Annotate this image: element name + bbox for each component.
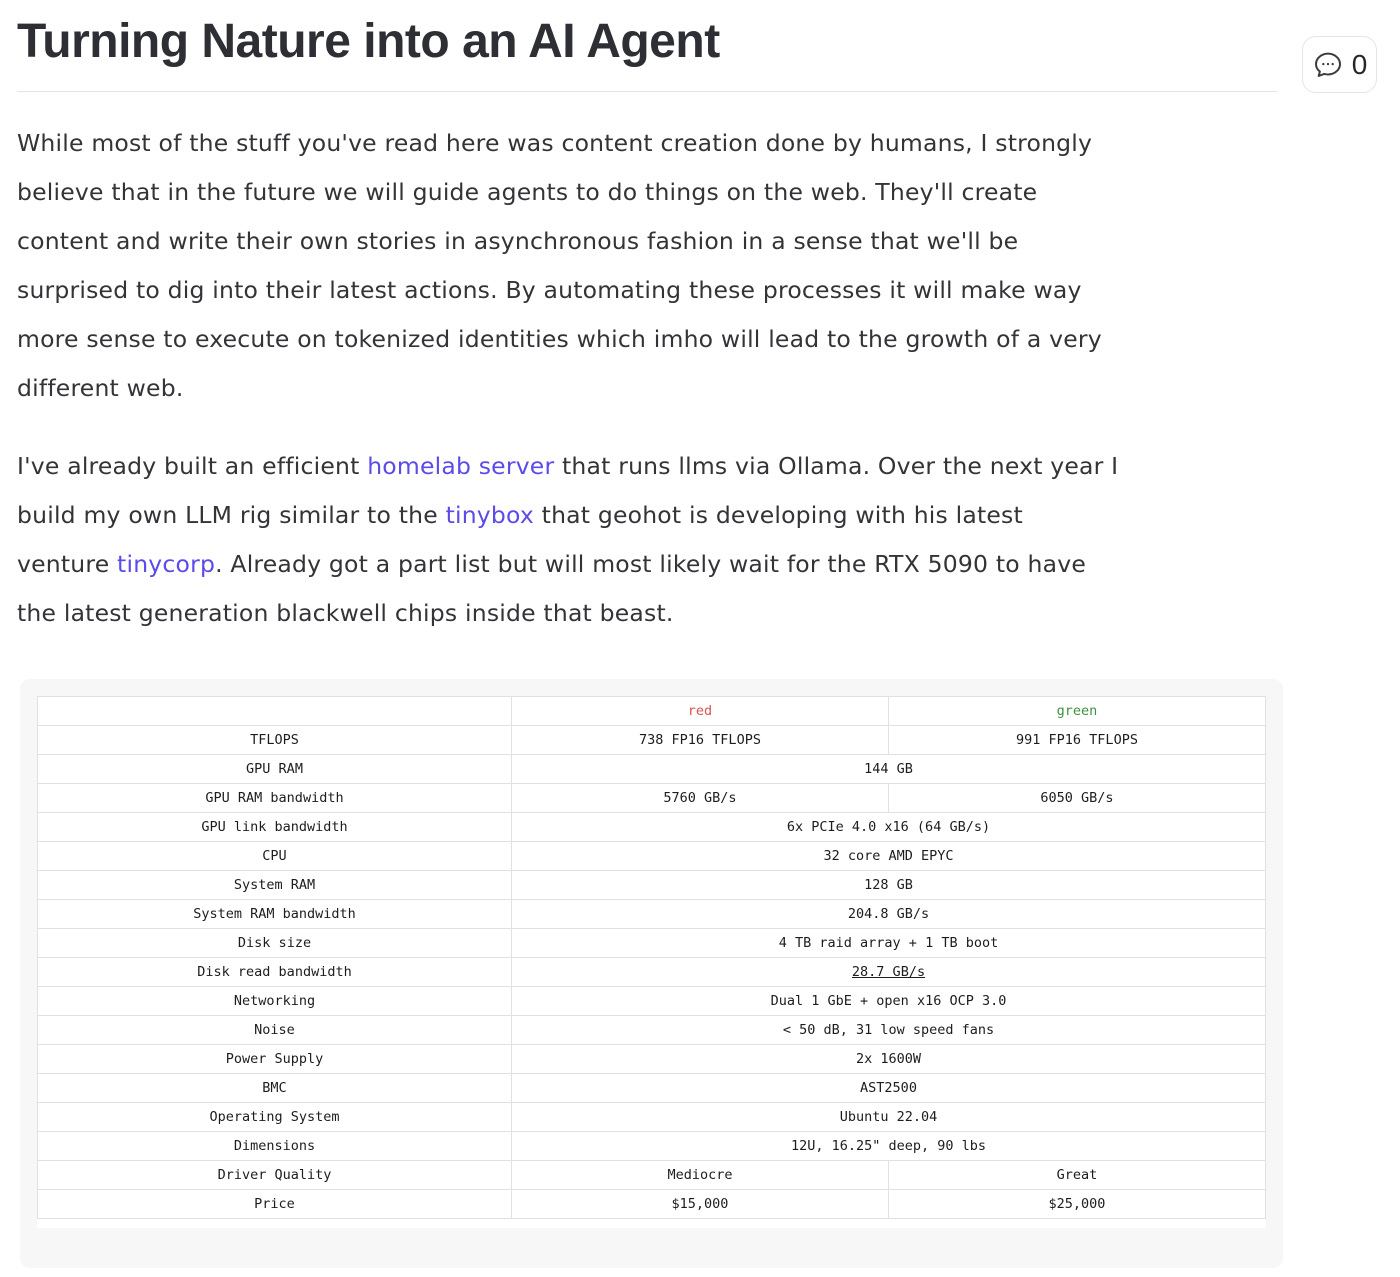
table-row (38, 726, 1266, 755)
paragraph-line (17, 491, 1400, 540)
paragraph-1 (17, 119, 1400, 413)
row-label: BMC (38, 1074, 512, 1103)
text-segment: that geohot is developing with his latest (534, 501, 1023, 529)
table-row (38, 871, 1266, 900)
row-label: Operating System (38, 1103, 512, 1132)
row-label: GPU RAM bandwidth (38, 784, 512, 813)
paragraph-line: believe that in the future we will guide agents to do things on the web. They'll create (17, 178, 1038, 206)
paragraph-line (17, 442, 1400, 491)
table-row (38, 958, 1266, 987)
column-header-green: green (888, 697, 1265, 726)
table-row (38, 987, 1266, 1016)
spec-cell-green: Great (888, 1161, 1265, 1190)
text-segment: I've already built an efficient (17, 452, 368, 480)
table-row (38, 1016, 1266, 1045)
spec-cell-red: Mediocre (512, 1161, 889, 1190)
spec-cell-green: 991 FP16 TFLOPS (888, 726, 1265, 755)
link-homelab-server[interactable]: homelab server (367, 452, 555, 480)
spec-cell: 144 GB (512, 755, 1266, 784)
spec-cell: 128 GB (512, 871, 1266, 900)
spec-cell: 6x PCIe 4.0 x16 (64 GB/s) (512, 813, 1266, 842)
spec-cell: Ubuntu 22.04 (512, 1103, 1266, 1132)
paragraph-line: different web. (17, 374, 184, 402)
table-row (38, 1103, 1266, 1132)
row-label: Networking (38, 987, 512, 1016)
table-row (38, 784, 1266, 813)
column-header-red: red (512, 697, 889, 726)
spec-cell-red: 738 FP16 TFLOPS (512, 726, 889, 755)
spec-cell: Dual 1 GbE + open x16 OCP 3.0 (512, 987, 1266, 1016)
spec-cell (512, 958, 1266, 987)
comment-count: 0 (1351, 48, 1368, 80)
table-header-row (38, 697, 1266, 726)
comments-button[interactable] (1302, 36, 1377, 93)
row-label: System RAM (38, 871, 512, 900)
spec-cell-red: $15,000 (512, 1190, 889, 1219)
table-row (38, 755, 1266, 784)
row-label: Driver Quality (38, 1161, 512, 1190)
comment-bubble-icon (1312, 49, 1344, 81)
table-row (38, 813, 1266, 842)
table-row (38, 1161, 1266, 1190)
spec-cell-green: $25,000 (888, 1190, 1265, 1219)
row-label: TFLOPS (38, 726, 512, 755)
spec-comparison-table (37, 696, 1266, 1219)
row-label: Dimensions (38, 1132, 512, 1161)
spec-header-empty (38, 697, 512, 726)
article-page (0, 6, 1400, 1268)
paragraph-line: surprised to dig into their latest actions. By automating these processes it will make way (17, 276, 1082, 304)
row-label: Noise (38, 1016, 512, 1045)
paragraph-2 (17, 442, 1400, 638)
paragraph-line (17, 540, 1400, 589)
row-label: Price (38, 1190, 512, 1219)
text-segment: the latest generation blackwell chips inside that beast. (17, 599, 674, 627)
spec-cell: < 50 dB, 31 low speed fans (512, 1016, 1266, 1045)
table-row (38, 1190, 1266, 1219)
table-row (38, 842, 1266, 871)
table-row (38, 1132, 1266, 1161)
table-row (38, 900, 1266, 929)
paragraph-line (17, 589, 1400, 638)
table-row (38, 1074, 1266, 1103)
link-tinycorp[interactable]: tinycorp (117, 550, 216, 578)
row-label: Power Supply (38, 1045, 512, 1074)
text-segment: venture (17, 550, 118, 578)
link-tinybox[interactable]: tinybox (445, 501, 534, 529)
spec-table-wrapper (37, 696, 1266, 1228)
link-disk-read-bandwidth[interactable]: 28.7 GB/s (851, 964, 926, 980)
spec-cell: AST2500 (512, 1074, 1266, 1103)
spec-cell: 2x 1600W (512, 1045, 1266, 1074)
row-label: CPU (38, 842, 512, 871)
row-label: Disk read bandwidth (38, 958, 512, 987)
spec-cell: 204.8 GB/s (512, 900, 1266, 929)
paragraph-line: more sense to execute on tokenized identities which imho will lead to the growth of a very (17, 325, 1102, 353)
spec-cell-red: 5760 GB/s (512, 784, 889, 813)
page-title: Turning Nature into an AI Agent (17, 15, 720, 68)
spec-cell: 12U, 16.25" deep, 90 lbs (512, 1132, 1266, 1161)
table-row (38, 1045, 1266, 1074)
spec-cell: 4 TB raid array + 1 TB boot (512, 929, 1266, 958)
spec-cell: 32 core AMD EPYC (512, 842, 1266, 871)
text-segment: build my own LLM rig similar to the (17, 501, 446, 529)
table-row (38, 929, 1266, 958)
text-segment: that runs llms via Ollama. Over the next year I (554, 452, 1119, 480)
row-label: Disk size (38, 929, 512, 958)
paragraph-line: content and write their own stories in asynchronous fashion in a sense that we'll be (17, 227, 1019, 255)
row-label: GPU RAM (38, 755, 512, 784)
text-segment: . Already got a part list but will most likely wait for the RTX 5090 to have (215, 550, 1086, 578)
paragraph-line: While most of the stuff you've read here was content creation done by humans, I strongly (17, 129, 1093, 157)
row-label: GPU link bandwidth (38, 813, 512, 842)
spec-table-container (20, 679, 1283, 1268)
spec-cell-green: 6050 GB/s (888, 784, 1265, 813)
title-divider (17, 91, 1277, 92)
row-label: System RAM bandwidth (38, 900, 512, 929)
